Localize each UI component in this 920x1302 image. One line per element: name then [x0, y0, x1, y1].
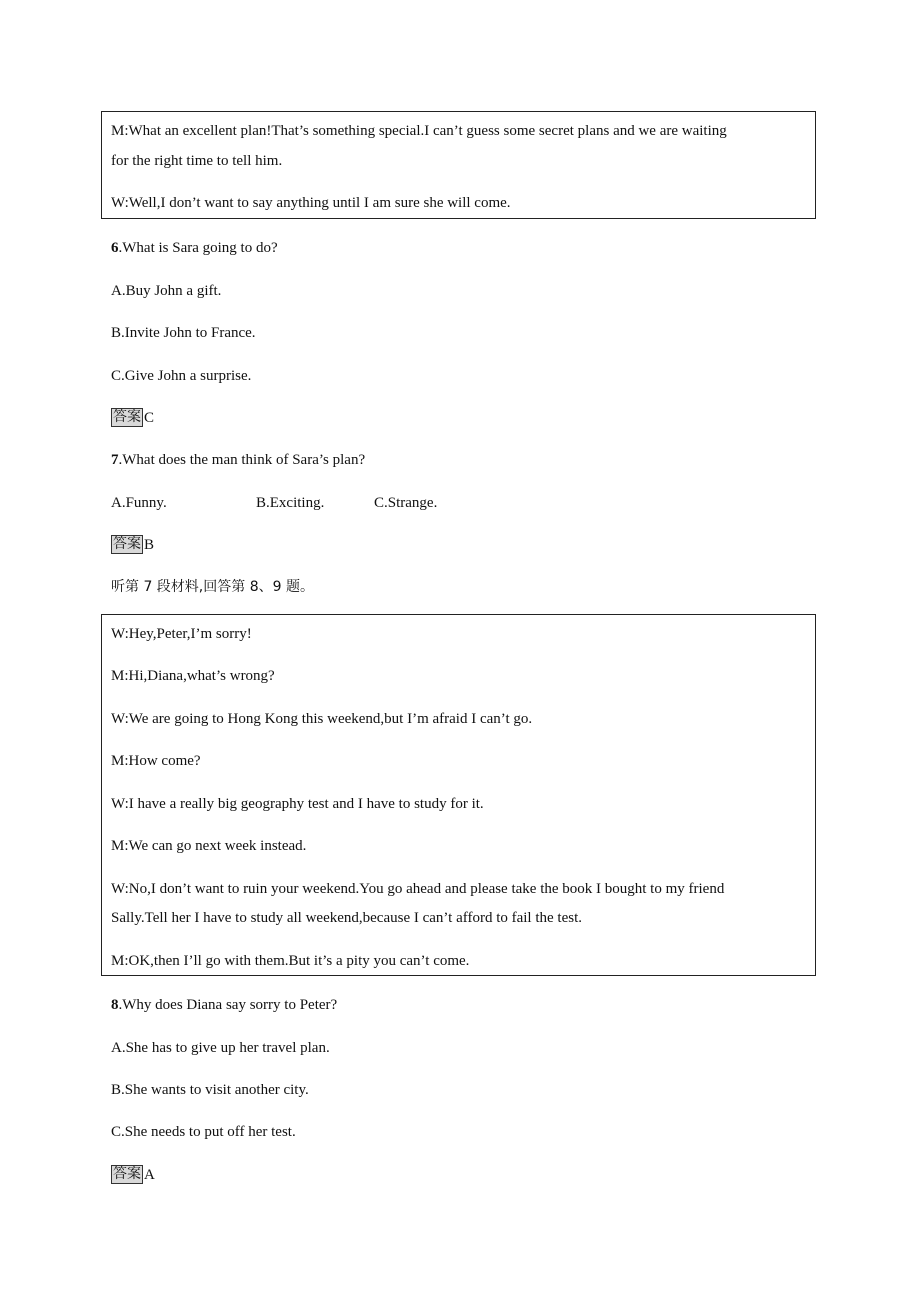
dialogue-line: for the right time to tell him. — [111, 153, 283, 169]
answer-value: B — [144, 537, 155, 553]
option-c: C.Give John a surprise. — [111, 368, 252, 384]
section-intro: 听第 7 段材料,回答第 8、9 题。 — [111, 579, 314, 595]
dialogue-box-2 — [101, 614, 816, 976]
dialogue-line: M:How come? — [111, 753, 201, 769]
question-text: .What does the man think of Sara’s plan? — [118, 452, 366, 468]
option-c: C.Strange. — [374, 495, 438, 511]
dialogue-box-1 — [101, 111, 816, 219]
dialogue-line: M:What an excellent plan!That’s something special.I can’t guess some secret plans and we are waiting — [111, 123, 727, 139]
dialogue-line: W:No,I don’t want to ruin your weekend.You go ahead and please take the book I bought to my friend — [111, 881, 725, 897]
dialogue-line: W:We are going to Hong Kong this weekend,but I’m afraid I can’t go. — [111, 711, 533, 727]
answer-badge: 答案 — [113, 536, 141, 552]
question-text: .Why does Diana say sorry to Peter? — [118, 997, 338, 1013]
dialogue-line: W:I have a really big geography test and I have to study for it. — [111, 796, 484, 812]
option-b: B.She wants to visit another city. — [111, 1082, 309, 1098]
dialogue-line: M:We can go next week instead. — [111, 838, 307, 854]
question-8 — [111, 995, 337, 1015]
dialogue-line: M:Hi,Diana,what’s wrong? — [111, 668, 275, 684]
dialogue-line: W:Well,I don’t want to say anything until I am sure she will come. — [111, 195, 511, 211]
answer-row — [111, 1165, 155, 1185]
question-number: 8 — [111, 997, 119, 1013]
option-b: B.Invite John to France. — [111, 325, 256, 341]
option-c: C.She needs to put off her test. — [111, 1124, 296, 1140]
dialogue-line: M:OK,then I’ll go with them.But it’s a pity you can’t come. — [111, 953, 470, 969]
option-a: A.Buy John a gift. — [111, 283, 222, 299]
option-a: A.Funny. — [111, 495, 167, 511]
question-number: 7 — [111, 452, 119, 468]
answer-badge: 答案 — [113, 1166, 141, 1182]
option-a: A.She has to give up her travel plan. — [111, 1040, 330, 1056]
answer-badge: 答案 — [113, 409, 141, 425]
answer-value: A — [144, 1167, 155, 1183]
question-6 — [111, 238, 278, 258]
answer-row — [111, 408, 154, 428]
question-text: .What is Sara going to do? — [118, 240, 278, 256]
option-b: B.Exciting. — [256, 495, 325, 511]
question-7 — [111, 450, 365, 470]
dialogue-line: W:Hey,Peter,I’m sorry! — [111, 626, 252, 642]
answer-value: C — [144, 410, 155, 426]
question-number: 6 — [111, 240, 119, 256]
dialogue-line: Sally.Tell her I have to study all weekend,because I can’t afford to fail the test. — [111, 910, 583, 926]
answer-row — [111, 535, 154, 555]
